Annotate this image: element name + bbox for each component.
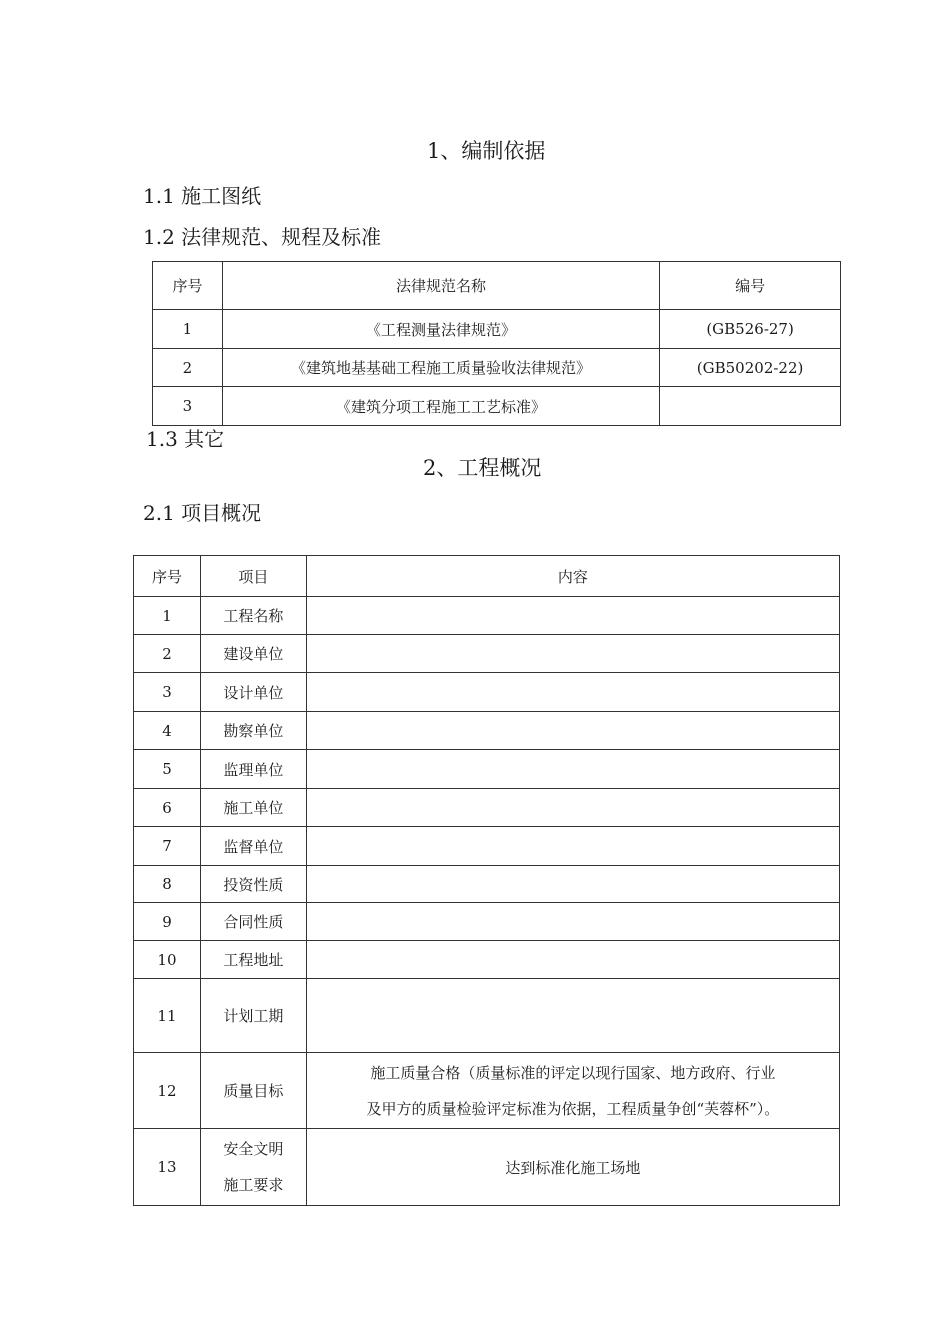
norms-row-name: 《建筑地基基础工程施工质量验收法律规范》 [222,349,659,387]
norms-header-code: 编号 [660,262,841,310]
overview-row-content [306,866,839,903]
overview-row-content [306,827,839,866]
overview-header-no: 序号 [134,556,201,597]
norms-row-no: 2 [153,349,223,387]
norms-row-name: 《工程测量法律规范》 [222,310,659,349]
table-row [134,941,840,979]
overview-row-content [306,979,839,1053]
table-row [134,789,840,827]
overview-row-no: 12 [134,1053,201,1129]
overview-row-item: 合同性质 [200,903,306,941]
overview-header-content: 内容 [306,556,839,597]
overview-row-no: 6 [134,789,201,827]
overview-row-no: 8 [134,866,201,903]
overview-row-item: 计划工期 [200,979,306,1053]
overview-row-no: 2 [134,635,201,673]
table-row [134,750,840,789]
overview-row-no: 9 [134,903,201,941]
table-row [134,827,840,866]
overview-row-content [306,789,839,827]
overview-row-item: 设计单位 [200,673,306,712]
section-1-3-heading: 1.3 其它 [146,427,225,451]
overview-row-content [306,903,839,941]
safety-item-line-2: 施工要求 [223,1176,284,1194]
overview-row-no: 4 [134,712,201,750]
overview-row-item: 建设单位 [200,635,306,673]
overview-header-item: 项目 [200,556,306,597]
overview-row-no: 3 [134,673,201,712]
overview-row-content [306,750,839,789]
quality-goal-line-1: 施工质量合格（质量标准的评定以现行国家、地方政府、行业 [370,1063,776,1082]
table-row [134,635,840,673]
norms-row-name: 《建筑分项工程施工工艺标准》 [222,387,659,426]
norms-table [152,261,841,426]
overview-row-content [306,597,839,635]
table-row [134,673,840,712]
overview-row-item: 监理单位 [200,750,306,789]
quality-goal-line-2: 及甲方的质量检验评定标准为依据，工程质量争创“芙蓉杯”）。 [366,1099,780,1118]
overview-row-content [306,712,839,750]
overview-row-item: 投资性质 [200,866,306,903]
norms-header-name: 法律规范名称 [222,262,659,310]
overview-row-item: 监督单位 [200,827,306,866]
table-row [134,712,840,750]
overview-row-no: 13 [134,1129,201,1206]
overview-row-content [306,635,839,673]
overview-row-item: 施工单位 [200,789,306,827]
norms-table-header-row [153,262,841,310]
overview-row-item: 勘察单位 [200,712,306,750]
overview-row-no: 7 [134,827,201,866]
table-row [134,866,840,903]
section-1-2-heading: 1.2 法律规范、规程及标准 [143,225,382,249]
table-row [153,310,841,349]
table-row [153,387,841,426]
overview-row-no: 11 [134,979,201,1053]
overview-row-item: 工程名称 [200,597,306,635]
overview-row-item: 质量目标 [200,1053,306,1129]
norms-row-code: (GB526-27) [660,310,841,349]
norms-row-code: (GB50202-22) [660,349,841,387]
project-overview-table [133,555,840,1206]
section-2-1-heading: 2.1 项目概况 [143,501,262,525]
overview-row-content [306,941,839,979]
overview-row-no: 5 [134,750,201,789]
table-row [134,1129,840,1206]
table-row [153,349,841,387]
table-row [134,979,840,1053]
section-1-title: 1、编制依据 [427,139,546,163]
overview-row-content [306,1053,839,1129]
norms-row-code [660,387,841,426]
section-1-1-heading: 1.1 施工图纸 [143,184,262,208]
overview-row-item: 工程地址 [200,941,306,979]
norms-header-no: 序号 [153,262,223,310]
overview-row-content: 达到标准化施工场地 [306,1129,839,1206]
table-row [134,597,840,635]
safety-item-line-1: 安全文明 [223,1140,284,1158]
overview-row-no: 1 [134,597,201,635]
norms-row-no: 1 [153,310,223,349]
overview-row-content [306,673,839,712]
norms-row-no: 3 [153,387,223,426]
section-2-title: 2、工程概况 [423,456,542,480]
table-row [134,1053,840,1129]
overview-table-header-row [134,556,840,597]
table-row [134,903,840,941]
overview-row-item [200,1129,306,1206]
overview-row-no: 10 [134,941,201,979]
